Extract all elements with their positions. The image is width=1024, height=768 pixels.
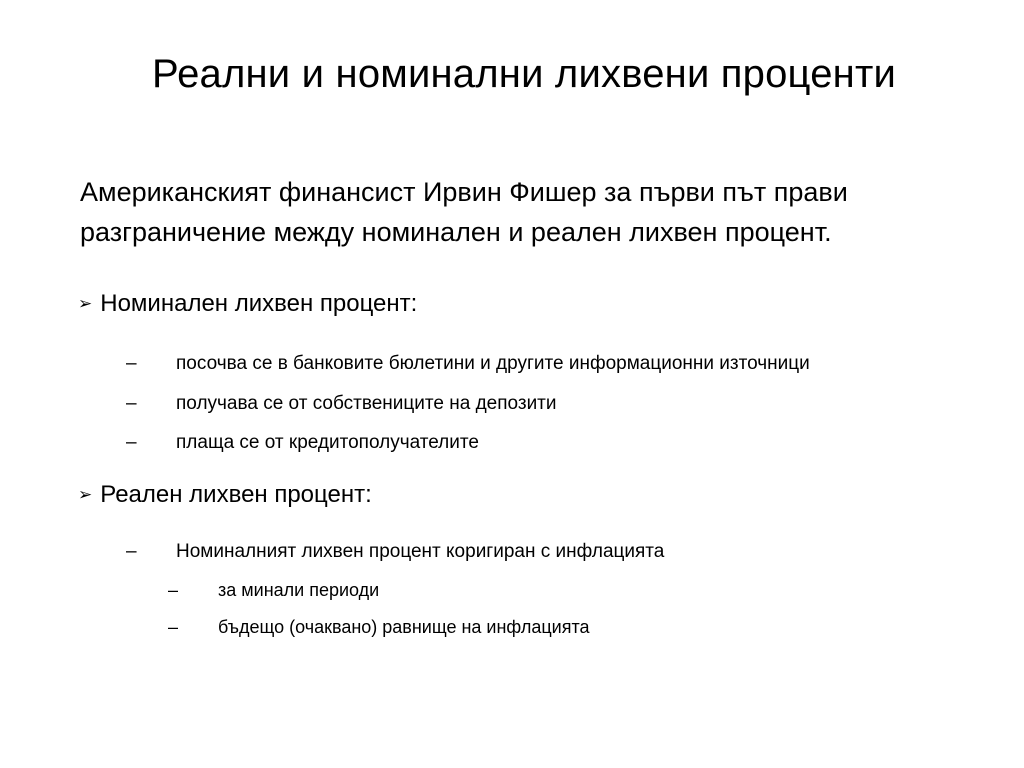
slide-title: Реални и номинални лихвени проценти [151, 52, 897, 96]
intro-line: разграничение между номинален и реален лихвен процент. [80, 217, 832, 247]
intro-paragraph [80, 172, 980, 252]
list-item-text: плаща се от кредитополучателите [176, 432, 479, 453]
bullet-real-rate [78, 480, 372, 510]
list-item-text: Номиналният лихвен процент коригиран с инфлацията [176, 541, 665, 562]
dash-bullet: – [126, 432, 137, 453]
bullet-nominal-rate [78, 289, 417, 319]
intro-line: Американският финансист Ирвин Фишер за първи път прави [80, 177, 848, 207]
dash-bullet: – [126, 393, 137, 414]
bullet-label: Реален лихвен процент: [100, 481, 372, 508]
arrow-bullet-icon: ➢ [78, 485, 93, 505]
dash-bullet: – [126, 541, 137, 562]
dash-bullet: – [126, 353, 137, 374]
list-item-text: посочва се в банковите бюлетини и другите информационни източници [176, 353, 810, 374]
list-item-text: получава се от собствениците на депозити [176, 393, 557, 414]
bullet-label: Номинален лихвен процент: [100, 290, 418, 317]
list-item-text: за минали периоди [218, 580, 380, 600]
list-item-text: бъдещо (очаквано) равнище на инфлацията [218, 617, 590, 637]
dash-bullet: – [168, 617, 179, 637]
arrow-bullet-icon: ➢ [78, 294, 93, 314]
dash-bullet: – [168, 580, 179, 600]
